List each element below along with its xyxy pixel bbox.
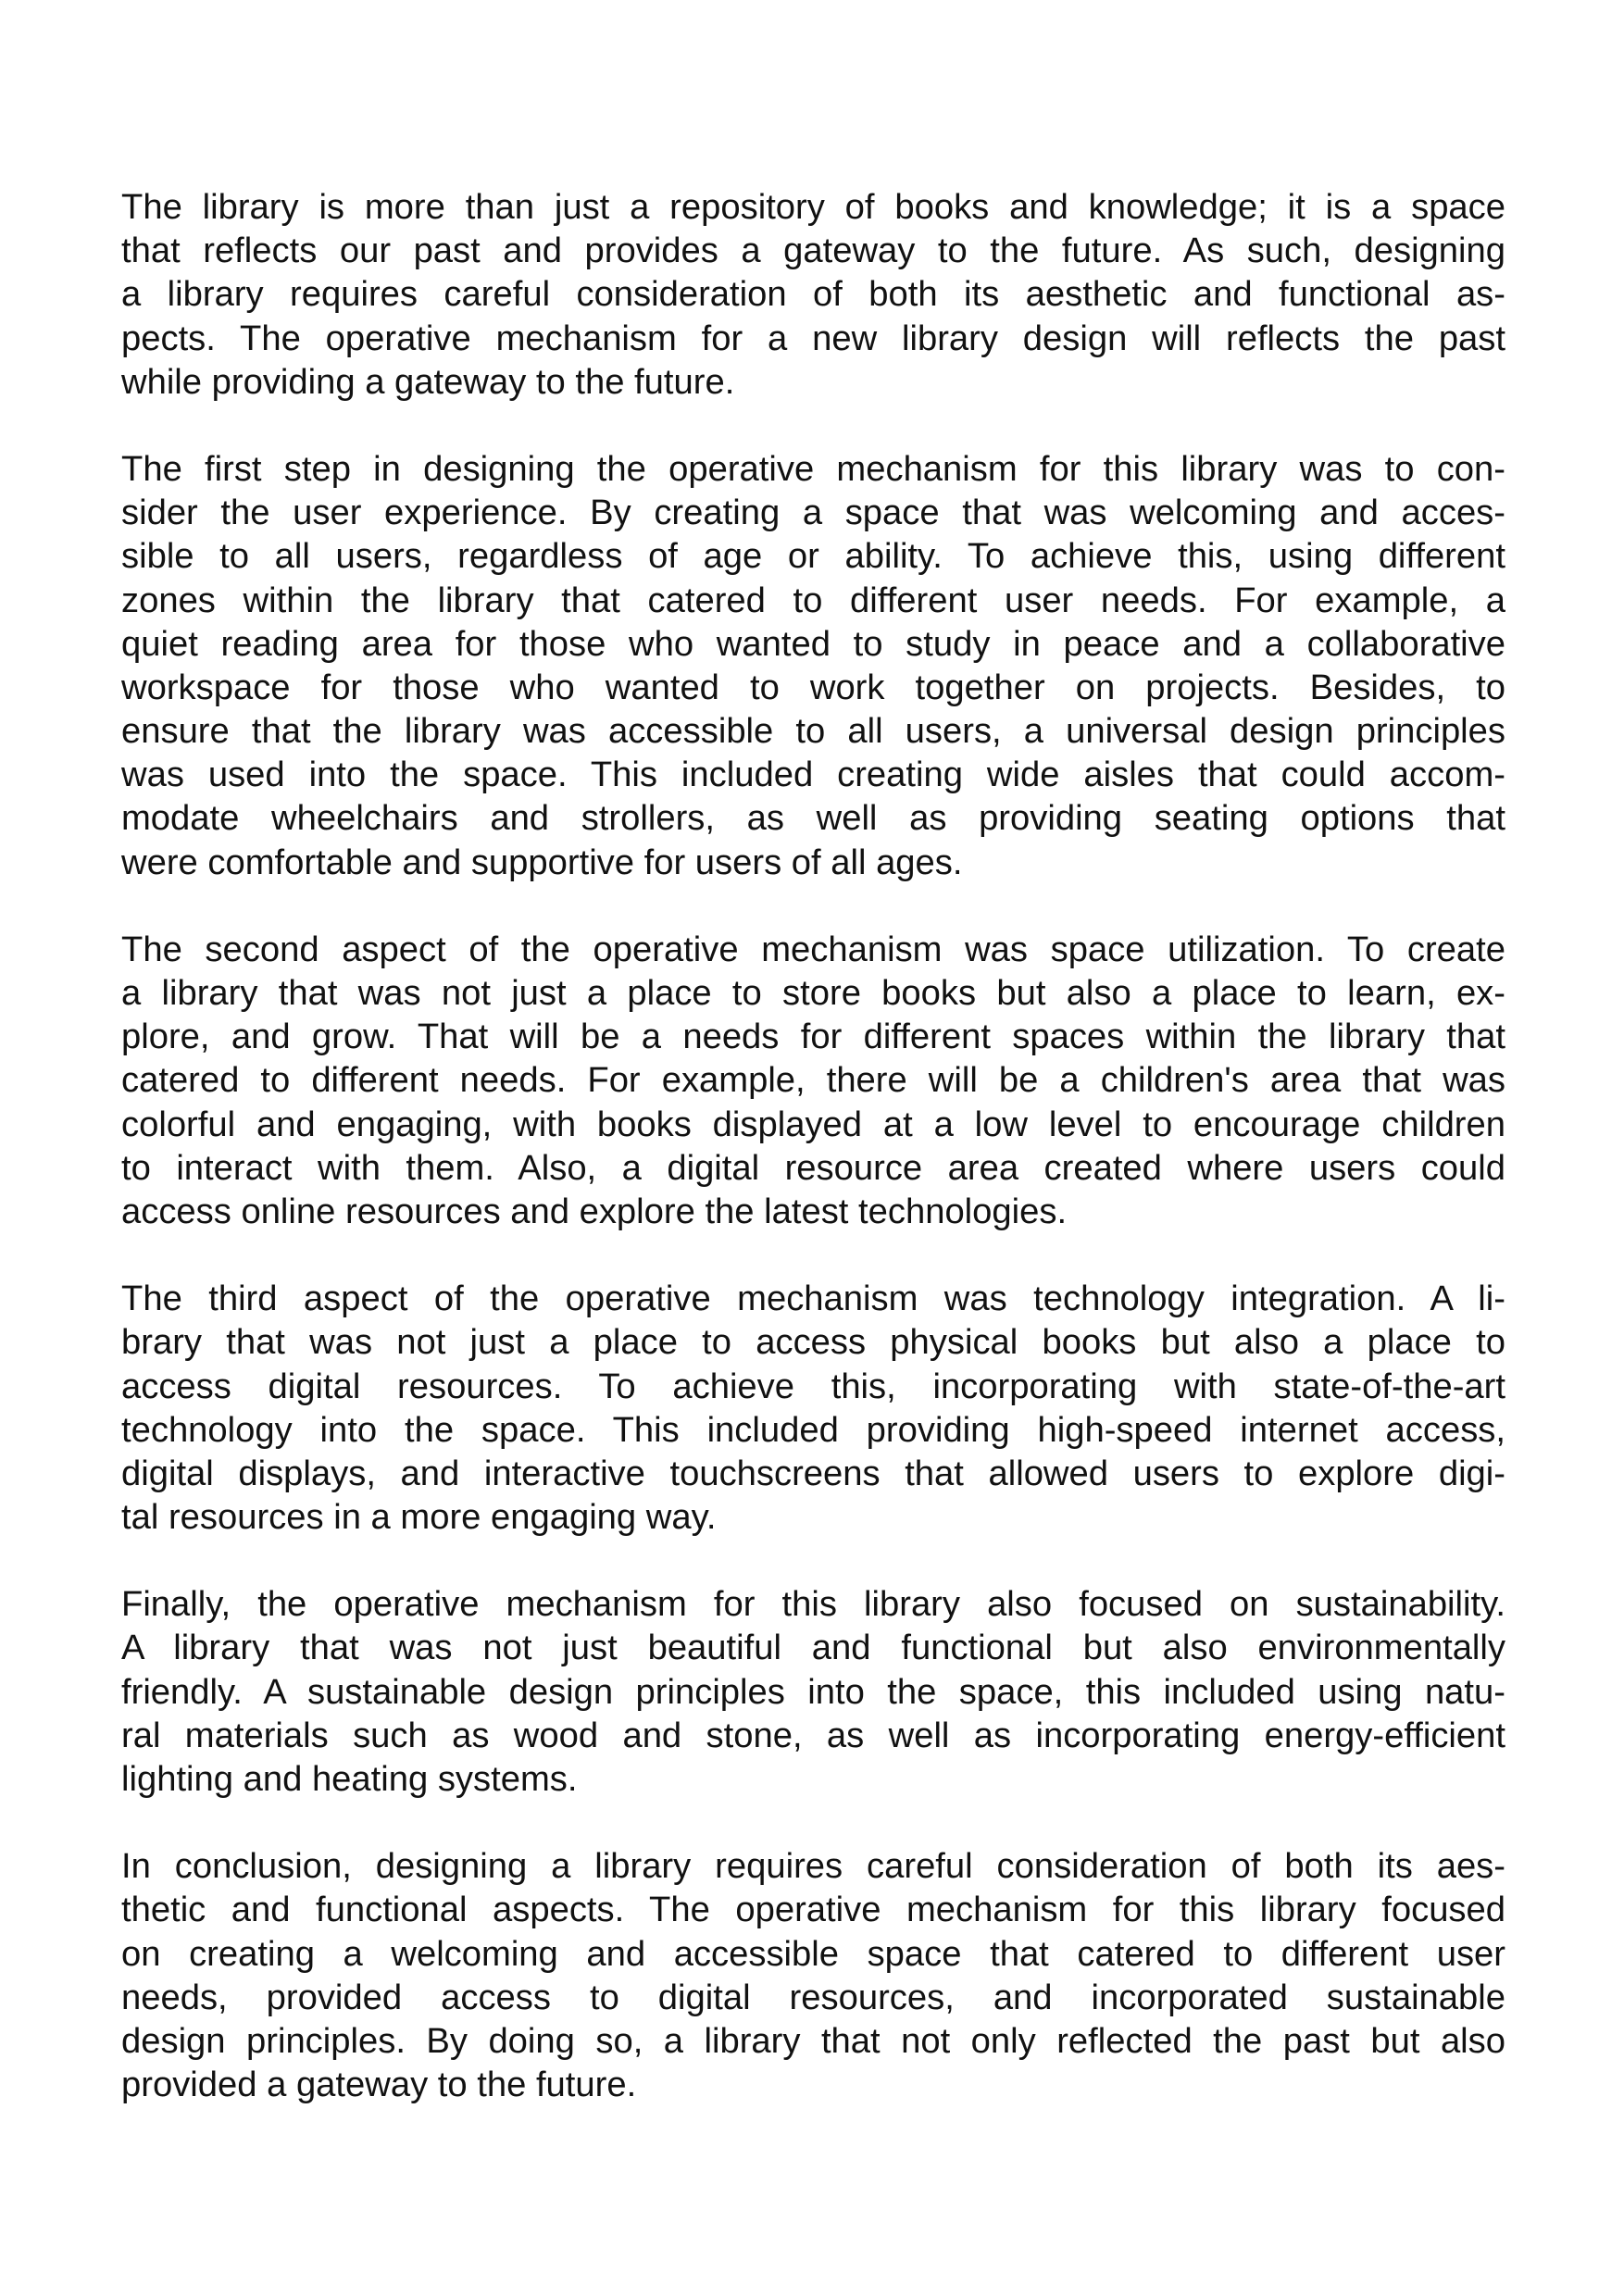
text-line: digital displays, and interactive touchscreens that allowed users to explore digi- bbox=[121, 1453, 1505, 1493]
text-line: provided a gateway to the future. bbox=[121, 2065, 637, 2105]
body-text bbox=[121, 185, 1505, 2106]
text-line: design principles. By doing so, a library that not only reflected the past but also bbox=[121, 2020, 1505, 2061]
text-line: Finally, the operative mechanism for this library also focused on sustainability. bbox=[121, 1584, 1505, 1625]
text-line: workspace for those who wanted to work together on projects. Besides, to bbox=[121, 667, 1505, 707]
text-line: technology into the space. This included providing high-speed internet access, bbox=[121, 1409, 1505, 1450]
text-line: modate wheelchairs and strollers, as well as providing seating options that bbox=[121, 798, 1505, 839]
text-line: a library requires careful consideration of both its aesthetic and functional as- bbox=[121, 274, 1505, 315]
text-line: quiet reading area for those who wanted to study in peace and a collaborative bbox=[121, 623, 1505, 664]
text-line: colorful and engaging, with books displayed at a low level to encourage children bbox=[121, 1104, 1505, 1144]
text-line: were comfortable and supportive for users of all ages. bbox=[121, 842, 963, 882]
text-line: tal resources in a more engaging way. bbox=[121, 1497, 717, 1538]
text-line: access online resources and explore the latest technologies. bbox=[121, 1191, 1068, 1231]
text-line: catered to different needs. For example, there will be a children's area that was bbox=[121, 1060, 1505, 1101]
text-line: sider the user experience. By creating a space that was welcoming and acces- bbox=[121, 493, 1505, 533]
text-line: access digital resources. To achieve this, incorporating with state-of-the-art bbox=[121, 1366, 1505, 1406]
text-line: plore, and grow. That will be a needs for different spaces within the library that bbox=[121, 1017, 1505, 1057]
text-line: ensure that the library was accessible to all users, a universal design principles bbox=[121, 711, 1505, 752]
text-line: The first step in designing the operative mechanism for this library was to con- bbox=[121, 448, 1505, 489]
text-line: pects. The operative mechanism for a new library design will reflects the past bbox=[121, 318, 1505, 358]
paragraph-space-utilization bbox=[121, 928, 1505, 1233]
text-line: while providing a gateway to the future. bbox=[121, 361, 735, 402]
text-line: a library that was not just a place to store books but also a place to learn, ex- bbox=[121, 973, 1505, 1013]
text-line: A library that was not just beautiful and functional but also environmentally bbox=[121, 1628, 1505, 1668]
text-line: thetic and functional aspects. The operative mechanism for this library focused bbox=[121, 1890, 1505, 1930]
text-line: In conclusion, designing a library requires careful consideration of both its aes- bbox=[121, 1846, 1505, 1887]
text-line: The third aspect of the operative mechanism was technology integration. A li- bbox=[121, 1279, 1505, 1319]
text-line: The second aspect of the operative mechanism was space utilization. To create bbox=[121, 929, 1505, 969]
text-line: brary that was not just a place to access physical books but also a place to bbox=[121, 1322, 1505, 1363]
paragraph-user-experience bbox=[121, 447, 1505, 884]
text-line: friendly. A sustainable design principles into the space, this included using natu- bbox=[121, 1671, 1505, 1712]
text-line: that reflects our past and provides a gateway to the future. As such, designing bbox=[121, 231, 1505, 271]
paragraph-intro bbox=[121, 185, 1505, 404]
text-line: ral materials such as wood and stone, as well as incorporating energy-efficient bbox=[121, 1715, 1505, 1755]
text-line: zones within the library that catered to different user needs. For example, a bbox=[121, 580, 1505, 620]
text-line: lighting and heating systems. bbox=[121, 1759, 578, 1799]
text-line: The library is more than just a repository of books and knowledge; it is a space bbox=[121, 187, 1505, 227]
paragraph-technology-integration bbox=[121, 1277, 1505, 1539]
paragraph-sustainability bbox=[121, 1582, 1505, 1801]
text-line: needs, provided access to digital resources, and incorporated sustainable bbox=[121, 1977, 1505, 2017]
text-line: sible to all users, regardless of age or ability. To achieve this, using different bbox=[121, 536, 1505, 577]
paragraph-conclusion bbox=[121, 1844, 1505, 2106]
text-line: to interact with them. Also, a digital resource area created where users could bbox=[121, 1147, 1505, 1188]
text-line: on creating a welcoming and accessible space that catered to different user bbox=[121, 1933, 1505, 1974]
text-line: was used into the space. This included creating wide aisles that could accom- bbox=[121, 755, 1505, 795]
